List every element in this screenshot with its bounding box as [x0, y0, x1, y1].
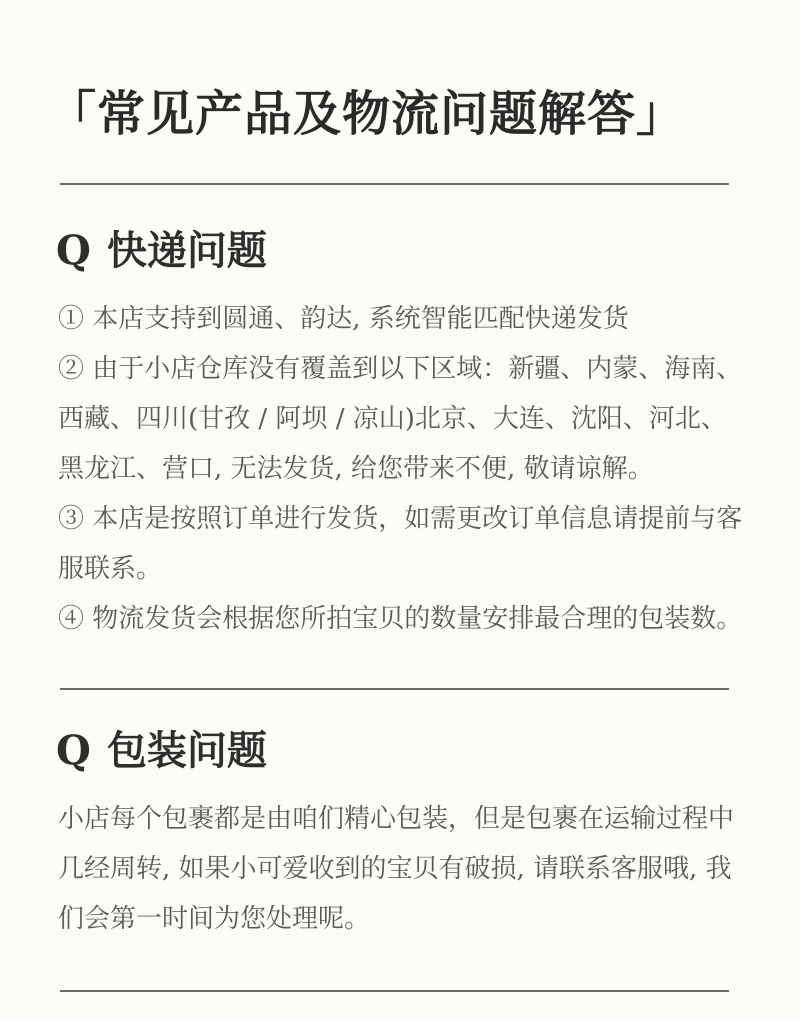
section-body-packaging [58, 794, 748, 944]
divider [60, 183, 729, 185]
divider [60, 688, 729, 690]
section-title: 包装问题 [106, 727, 267, 774]
paragraph: ③ 本店是按照订单进行发货，如需更改订单信息请提前与客服联系。 [58, 504, 743, 584]
paragraph: ④ 物流发货会根据您所拍宝贝的数量安排最合理的包装数。 [58, 604, 743, 634]
section-body-express [58, 294, 748, 644]
section-heading-packaging [56, 723, 267, 779]
paragraph: ① 本店支持到圆通、韵达, 系统智能匹配快递发货 [58, 304, 629, 334]
paragraph: 小店每个包裹都是由咱们精心包装，但是包裹在运输过程中几经周转, 如果小可爱收到的宝贝有破损, 请联系客服哦, 我们会第一时间为您处理呢。 [58, 804, 735, 934]
section-title: 快递问题 [106, 227, 267, 274]
divider [60, 990, 729, 992]
section-heading-express [56, 223, 267, 279]
paragraph: ② 由于小店仓库没有覆盖到以下区域：新疆、内蒙、海南、西藏、四川(甘孜 / 阿坝 / 凉山)北京、大连、沈阳、河北、黑龙江、营口, 无法发货, 给您带来不便, 敬请谅解。 [58, 354, 743, 484]
question-marker: Q [56, 727, 91, 774]
page-title: 「常见产品及物流问题解答」 [48, 86, 686, 142]
question-marker: Q [56, 227, 91, 274]
